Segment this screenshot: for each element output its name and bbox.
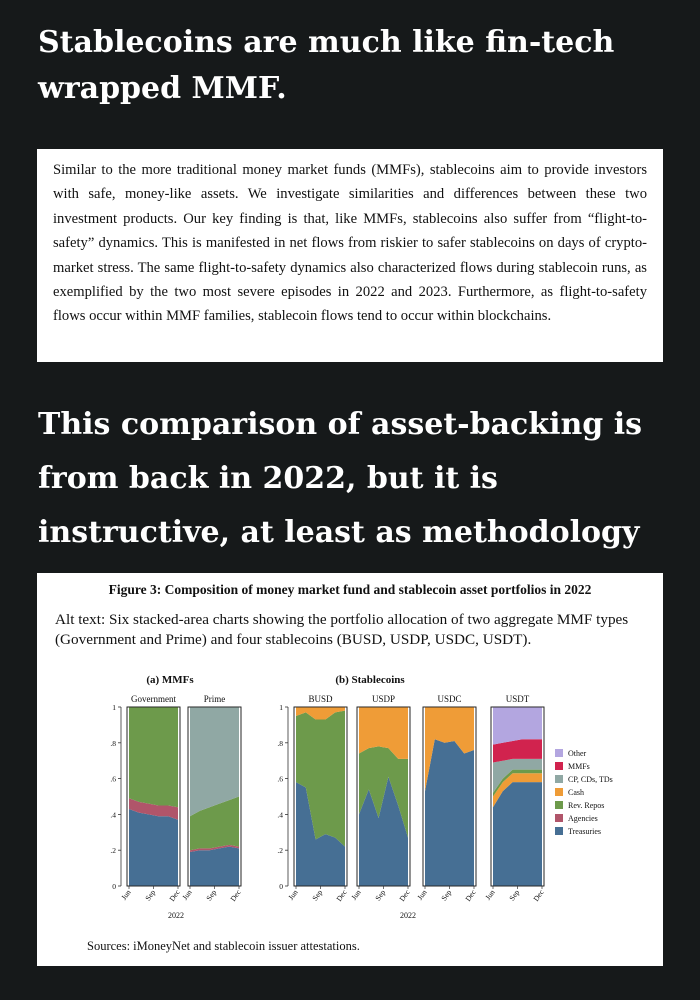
area-usdc-treasuries bbox=[425, 739, 474, 886]
area-usdt-treasuries bbox=[493, 782, 542, 886]
abstract-quote-card bbox=[37, 149, 663, 362]
y-tick-label-0-4: .8 bbox=[110, 738, 116, 748]
x-tick-label-government-0: Jun bbox=[119, 887, 133, 902]
group-title-1: (b) Stablecoins bbox=[335, 674, 405, 686]
legend-label-cash: Cash bbox=[568, 788, 584, 797]
y-tick-label-0-3: .6 bbox=[110, 774, 116, 784]
heading-asset-comparison-intro: Stablecoins are much like fin-tech wrapped MMF. bbox=[38, 25, 615, 106]
panel-label-usdt: USDT bbox=[505, 694, 530, 704]
figure-alt-text bbox=[55, 610, 663, 650]
x-tick-label-busd-1: Sep bbox=[310, 887, 325, 903]
area-prime-treasuries bbox=[190, 847, 239, 886]
x-tick-label-prime-2: Dec bbox=[228, 887, 243, 904]
legend-swatch-agencies bbox=[555, 814, 563, 822]
group-title-0: (a) MMFs bbox=[146, 674, 194, 686]
legend-label-mmfs: MMFs bbox=[568, 762, 590, 771]
legend-swatch-cp-cds-tds bbox=[555, 775, 563, 783]
area-government-rev-repos bbox=[129, 707, 178, 807]
panel-label-usdp: USDP bbox=[371, 694, 396, 704]
alt-text-line-2: (Government and Prime) and four stablecoins (BUSD, USDP, USDC, USDT). bbox=[55, 631, 532, 648]
legend-label-agencies: Agencies bbox=[568, 814, 598, 823]
y-tick-label-0-1: .2 bbox=[110, 846, 116, 856]
x-tick-label-usdt-2: Dec bbox=[531, 887, 546, 904]
legend-label-cp-cds-tds: CP, CDs, TDs bbox=[568, 775, 613, 784]
x-tick-label-usdc-0: Jun bbox=[415, 887, 429, 902]
y-tick-label-1-4: .8 bbox=[277, 738, 283, 748]
legend-swatch-other bbox=[555, 749, 563, 757]
area-usdt-other bbox=[493, 707, 542, 745]
y-tick-label-1-1: .2 bbox=[277, 846, 283, 856]
legend-swatch-treasuries bbox=[555, 827, 563, 835]
x-tick-label-prime-1: Sep bbox=[204, 887, 219, 903]
alt-text-line-1: Alt text: Six stacked-area charts showing the portfolio allocation of two aggregate MMF types bbox=[55, 611, 629, 628]
x-axis-label-mmfs: 2022 bbox=[168, 911, 184, 920]
figure-sources: Sources: iMoneyNet and stablecoin issuer attestations. bbox=[87, 939, 360, 953]
figure-card[interactable] bbox=[37, 573, 663, 966]
x-tick-label-busd-2: Dec bbox=[334, 887, 349, 904]
x-tick-label-usdc-2: Dec bbox=[463, 887, 478, 904]
y-tick-label-1-2: .4 bbox=[277, 810, 283, 820]
legend-label-treasuries: Treasuries bbox=[568, 827, 602, 836]
heading-methodology-note: This comparison of asset-backing is from back in 2022, but it is instructive, at least as methodology bbox=[38, 407, 643, 550]
x-tick-label-usdt-1: Sep bbox=[507, 887, 522, 903]
x-tick-label-usdt-0: Jun bbox=[483, 887, 497, 902]
legend-swatch-rev-repos bbox=[555, 801, 563, 809]
legend-label-other: Other bbox=[568, 749, 587, 758]
abstract-text: Similar to the more traditional money market funds (MMFs), stablecoins aim to provide investors with safe, money-like assets. We investigate similarities and differences between these two investment products. Our key finding is that, like MMFs, stablecoins also suffer from “flight-to-safety” dynamics. This is manifested in net flows from riskier to safer stablecoins on days of crypto-market stress. The same flight-to-safety dynamics also characterized flows during stablecoin runs, as exemplified by the two most severe episodes in 2022 and 2023. Furthermore, as flight-to-safety flows occur within MMF families, stablecoin flows tend to occur within blockchains. bbox=[53, 162, 647, 325]
y-tick-label-0-0: 0 bbox=[112, 882, 116, 891]
x-tick-label-usdp-2: Dec bbox=[397, 887, 412, 904]
panel-label-government: Government bbox=[131, 694, 176, 704]
x-tick-label-government-2: Dec bbox=[167, 887, 182, 904]
legend-swatch-mmfs bbox=[555, 762, 563, 770]
figure-title: Figure 3: Composition of money market fund and stablecoin asset portfolios in 2022 bbox=[108, 582, 592, 597]
x-tick-label-government-1: Sep bbox=[143, 887, 158, 903]
panel-label-busd: BUSD bbox=[308, 694, 333, 704]
x-tick-label-prime-0: Jun bbox=[180, 887, 194, 902]
y-tick-label-1-0: 0 bbox=[279, 882, 283, 891]
x-axis-label-stablecoins: 2022 bbox=[400, 911, 416, 920]
legend-label-rev-repos: Rev. Repos bbox=[568, 801, 605, 810]
x-tick-label-usdp-0: Jun bbox=[349, 887, 363, 902]
panel-label-prime: Prime bbox=[203, 694, 226, 704]
panel-label-usdc: USDC bbox=[437, 694, 462, 704]
legend-swatch-cash bbox=[555, 788, 563, 796]
x-tick-label-busd-0: Jun bbox=[286, 887, 300, 902]
y-tick-label-0-5: 1 bbox=[112, 703, 116, 712]
area-government-treasuries bbox=[129, 809, 178, 886]
x-tick-label-usdc-1: Sep bbox=[439, 887, 454, 903]
y-tick-label-0-2: .4 bbox=[110, 810, 116, 820]
y-tick-label-1-5: 1 bbox=[279, 703, 283, 712]
x-tick-label-usdp-1: Sep bbox=[373, 887, 388, 903]
y-tick-label-1-3: .6 bbox=[277, 774, 283, 784]
